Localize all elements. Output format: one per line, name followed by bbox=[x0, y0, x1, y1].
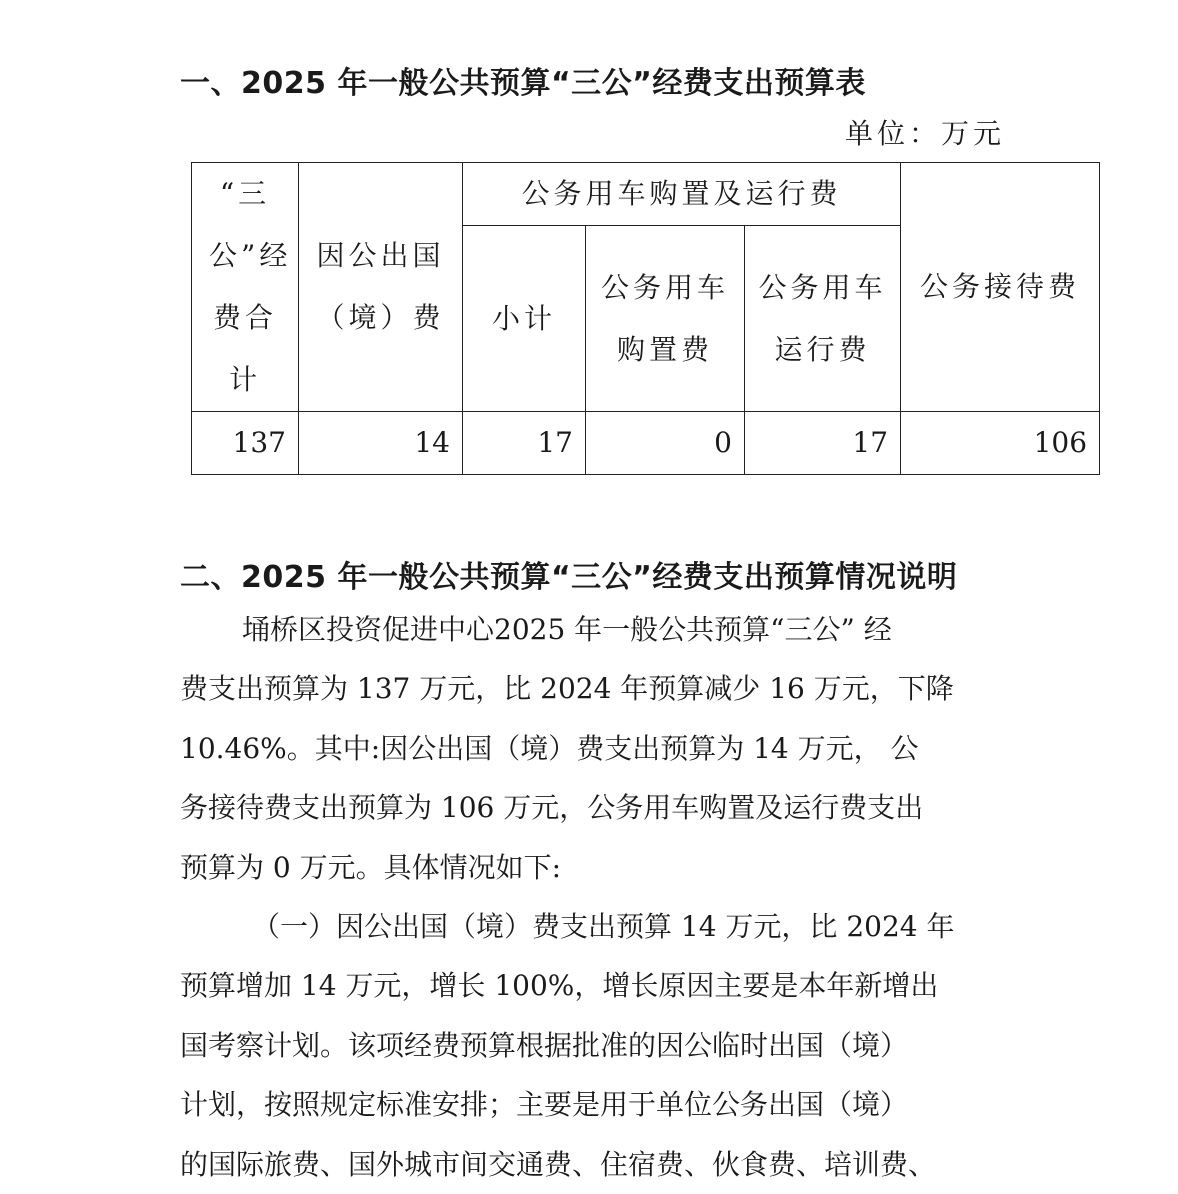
header-purchase bbox=[586, 226, 745, 412]
section2-title: 二、2025 年一般公共预算“三公”经费支出预算情况说明 bbox=[180, 560, 958, 595]
value-operation: 17 bbox=[745, 412, 901, 475]
unit-label: 单位：万元 bbox=[845, 117, 1006, 150]
header-total-line1: “三 bbox=[219, 177, 271, 210]
budget-table bbox=[191, 162, 1100, 475]
header-abroad bbox=[299, 163, 463, 412]
paragraph-line: 计划，按照规定标准安排；主要是用于单位公务出国（境） bbox=[180, 1088, 909, 1122]
paragraph-line: 务接待费支出预算为 106 万元，公务用车购置及运行费支出 bbox=[180, 791, 924, 825]
paragraph-line: （一）因公出国（境）费支出预算 14 万元，比 2024 年 bbox=[252, 910, 955, 943]
header-vehicle-group: 公务用车购置及运行费 bbox=[463, 163, 901, 226]
table-row bbox=[192, 412, 1100, 475]
paragraph-line: 预算为 0 万元。具体情况如下: bbox=[180, 850, 562, 884]
header-purchase-line2: 购置费 bbox=[616, 332, 713, 366]
paragraph-line: 国考察计划。该项经费预算根据批准的因公临时出国（境） bbox=[180, 1028, 909, 1062]
value-subtotal: 17 bbox=[463, 412, 586, 475]
header-operation-line1: 公务用车 bbox=[758, 270, 887, 304]
header-total-line2: 公”经 bbox=[209, 239, 292, 272]
section1-title: 一、2025 年一般公共预算“三公”经费支出预算表 bbox=[180, 66, 866, 101]
header-operation-line2: 运行费 bbox=[774, 332, 871, 366]
paragraph-line: 埇桥区投资促进中心2025 年一般公共预算“三公” 经 bbox=[242, 613, 892, 646]
header-operation bbox=[745, 226, 901, 412]
value-total: 137 bbox=[192, 412, 299, 475]
value-reception: 106 bbox=[901, 412, 1100, 475]
header-total-line3: 费合 bbox=[212, 301, 277, 334]
header-total bbox=[192, 163, 299, 412]
paragraph-abroad bbox=[180, 897, 1000, 1194]
header-reception: 公务接待费 bbox=[901, 163, 1100, 412]
table-header-row-1 bbox=[192, 163, 1100, 226]
header-purchase-line1: 公务用车 bbox=[600, 270, 729, 304]
paragraph-line: 的国际旅费、国外城市间交通费、住宿费、伙食费、培训费、 bbox=[180, 1147, 937, 1181]
value-purchase: 0 bbox=[586, 412, 745, 475]
paragraph-line: 10.46%。其中:因公出国（境）费支出预算为 14 万元， 公 bbox=[180, 731, 919, 765]
header-total-line4: 计 bbox=[228, 363, 261, 396]
header-abroad-line2: （境）费 bbox=[316, 301, 445, 334]
paragraph-line: 费支出预算为 137 万元，比 2024 年预算减少 16 万元，下降 bbox=[180, 672, 954, 706]
header-abroad-line1: 因公出国 bbox=[316, 239, 445, 272]
paragraph-summary bbox=[180, 600, 1000, 897]
paragraph-line: 预算增加 14 万元，增长 100%，增长原因主要是本年新增出 bbox=[180, 969, 939, 1003]
value-abroad: 14 bbox=[299, 412, 463, 475]
header-subtotal: 小计 bbox=[463, 226, 586, 412]
